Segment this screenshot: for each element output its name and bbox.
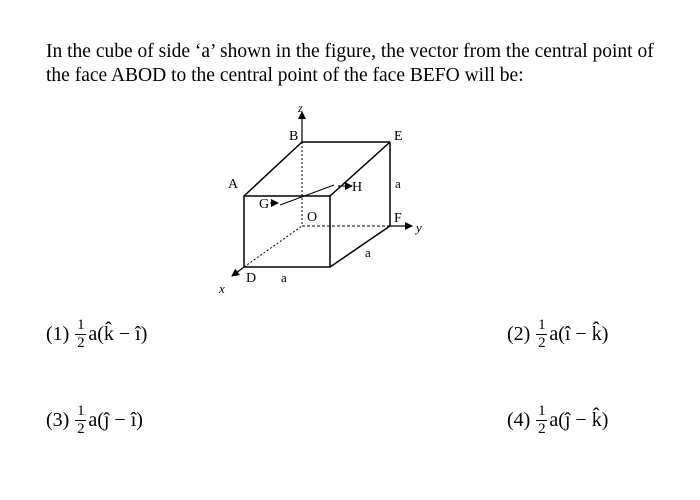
option-2-fraction xyxy=(536,318,547,351)
hidden-edge-D-O xyxy=(244,226,302,267)
fraction-numerator: 1 xyxy=(538,317,546,333)
option-3-fraction xyxy=(75,404,86,437)
option-4-expression: a(ĵ − k̂) xyxy=(549,409,609,431)
option-4-fraction xyxy=(536,404,547,437)
option-1[interactable] xyxy=(46,318,147,351)
label-a-bottom-right: a xyxy=(365,245,371,260)
label-a-right: a xyxy=(395,176,401,191)
option-1-number: (1) xyxy=(46,323,70,345)
option-2-expression: a(î − k̂) xyxy=(549,323,609,345)
front-face xyxy=(244,196,330,267)
vector-G-H xyxy=(280,185,334,205)
option-3-expression: a(ĵ − î) xyxy=(88,409,143,431)
edge-bottom-F xyxy=(330,226,390,267)
option-3-number: (3) xyxy=(46,409,70,431)
option-2[interactable] xyxy=(507,318,608,351)
fraction-denominator: 2 xyxy=(77,335,85,351)
fraction-numerator: 1 xyxy=(538,403,546,419)
label-y: y xyxy=(416,220,422,235)
label-D: D xyxy=(246,271,257,286)
label-F: F xyxy=(394,211,402,226)
edge-A-B xyxy=(244,142,302,196)
label-G: G xyxy=(259,197,270,212)
label-H: H xyxy=(352,180,363,195)
fraction-denominator: 2 xyxy=(77,421,85,437)
option-1-fraction xyxy=(75,318,86,351)
label-A: A xyxy=(228,177,239,192)
option-4-number: (4) xyxy=(507,409,531,431)
fraction-numerator: 1 xyxy=(77,317,85,333)
x-axis-arrow xyxy=(232,267,244,276)
fraction-numerator: 1 xyxy=(77,403,85,419)
label-x: x xyxy=(219,281,225,296)
option-4[interactable] xyxy=(507,404,608,437)
label-B: B xyxy=(289,129,299,144)
question-text: In the cube of side ‘a’ shown in the figure, the vector from the central point of the face ABOD to the central point of the face BEFO will be: xyxy=(46,41,654,86)
label-z: z xyxy=(298,101,303,115)
fraction-denominator: 2 xyxy=(538,421,546,437)
option-2-number: (2) xyxy=(507,323,531,345)
fraction-denominator: 2 xyxy=(538,335,546,351)
label-E: E xyxy=(394,129,403,144)
label-O: O xyxy=(307,210,318,225)
option-1-expression: a(k̂ − î) xyxy=(88,323,148,345)
label-a-bottom: a xyxy=(281,270,287,285)
option-3[interactable] xyxy=(46,404,143,437)
